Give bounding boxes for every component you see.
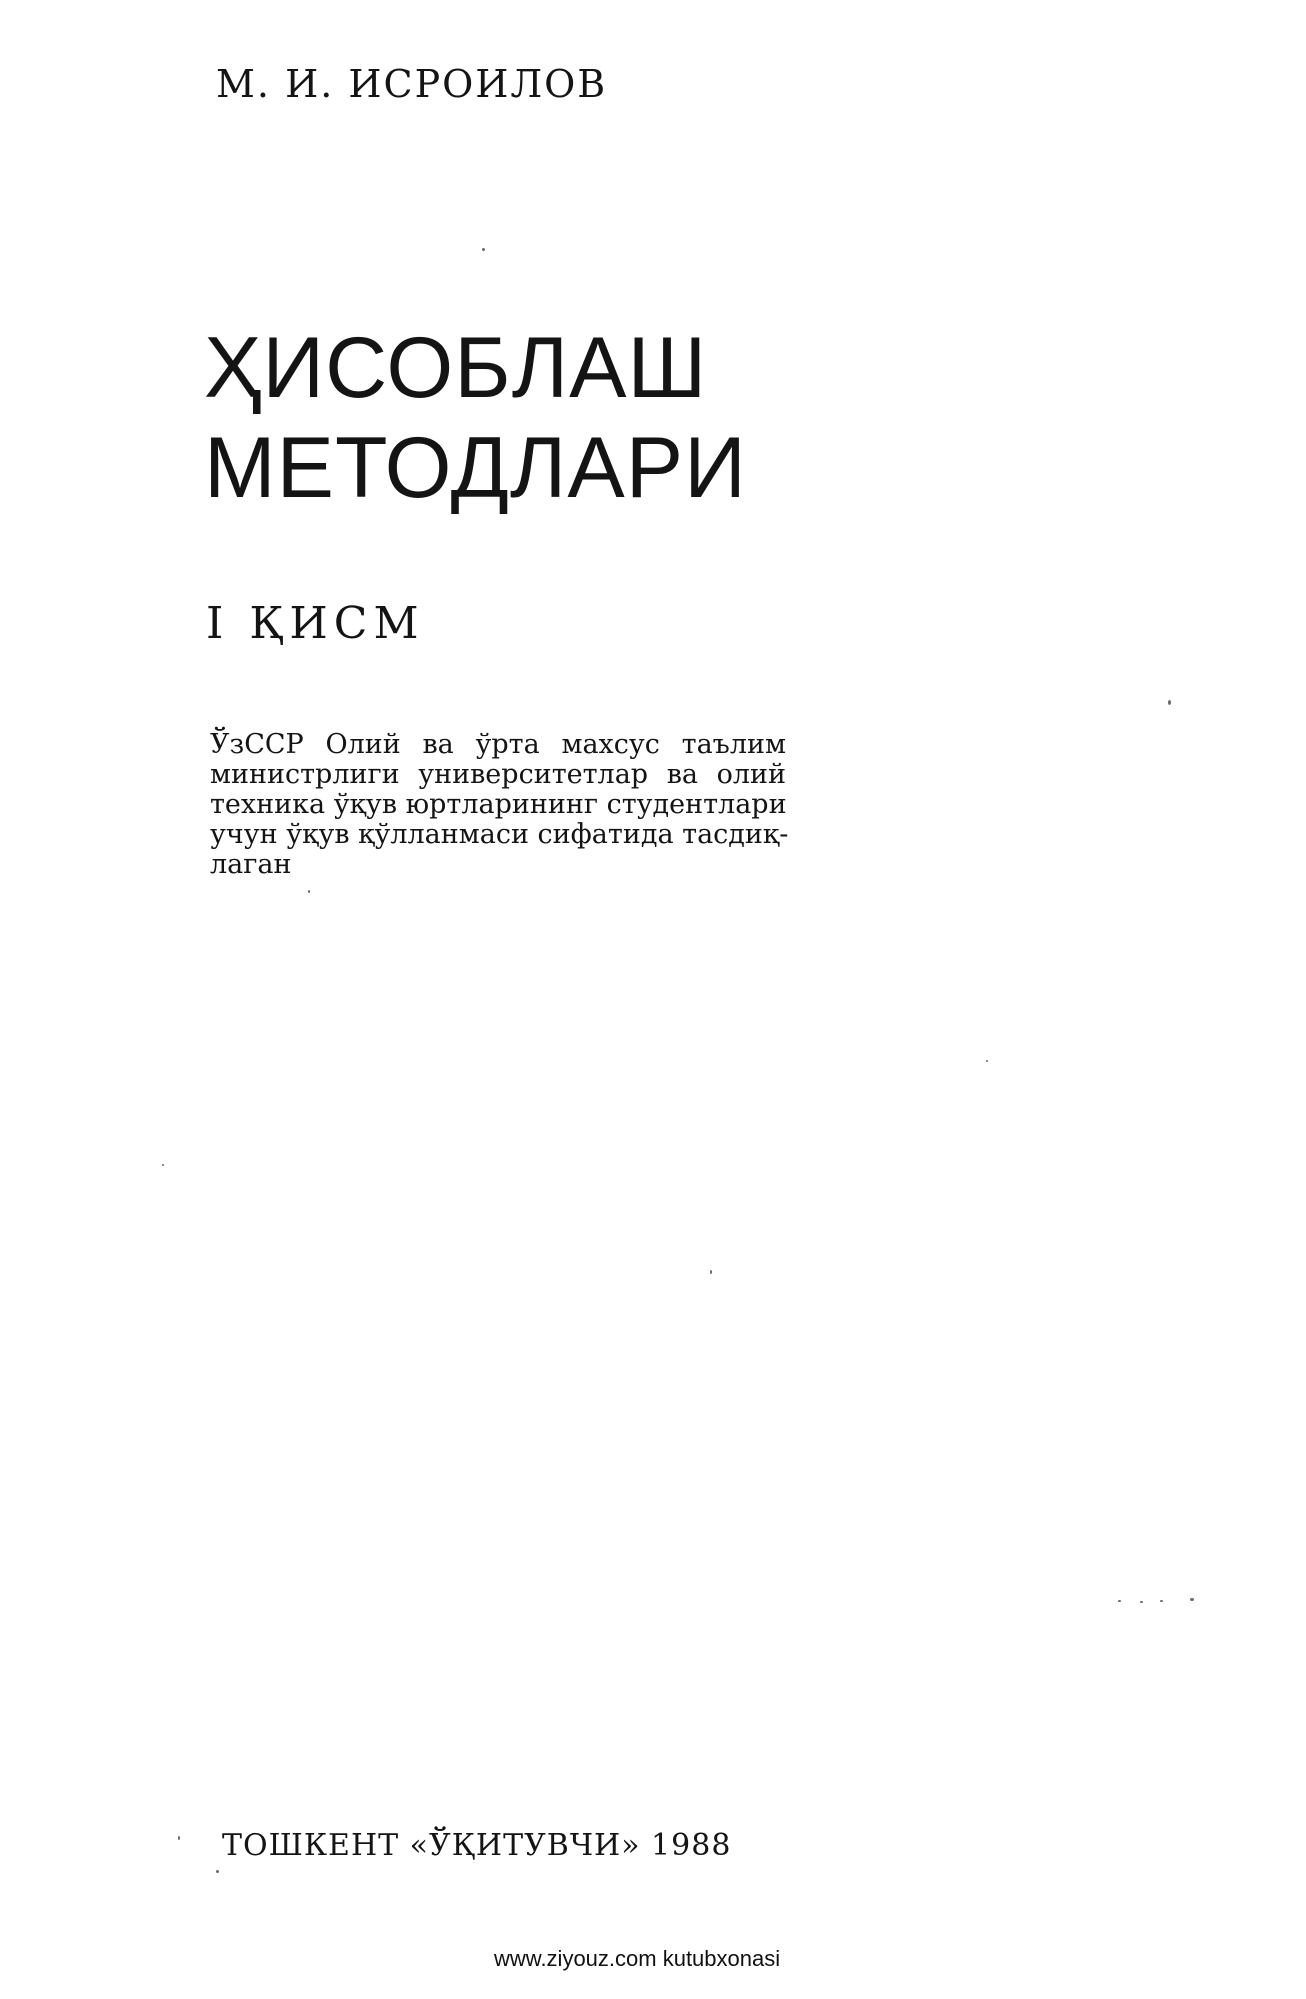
book-title-line-1: ҲИСОБЛАШ <box>204 320 708 416</box>
source-watermark: www.ziyouz.com kutubxonasi <box>494 1946 781 1971</box>
book-title-line-2: МЕТОДЛАРИ <box>204 420 747 516</box>
scan-speck <box>1140 1601 1143 1603</box>
approval-statement <box>210 729 789 880</box>
part-number: I ҚИСМ <box>206 598 425 649</box>
scan-speck <box>1160 1600 1163 1602</box>
publisher-imprint: ТОШКЕНТ «ЎҚИТУВЧИ» 1988 <box>222 1828 732 1863</box>
approval-line: техника ўқув юртларининг студентлари <box>210 789 787 820</box>
author-name: М. И. ИСРОИЛОВ <box>216 62 608 106</box>
scan-speck <box>162 1164 164 1166</box>
scan-speck <box>1190 1598 1194 1601</box>
approval-line: ЎзССР Олий ва ўрта махсус таълим <box>210 729 786 760</box>
scan-speck <box>1118 1600 1121 1602</box>
approval-line: учун ўқув қўлланмаси сифатида тасдиқ- <box>210 819 789 850</box>
book-title <box>204 318 747 518</box>
scan-speck <box>986 1060 988 1062</box>
scan-speck <box>710 1270 712 1274</box>
scan-speck <box>216 1870 219 1873</box>
scan-speck <box>482 248 485 251</box>
scan-speck <box>1168 700 1171 705</box>
approval-line: лаган <box>210 849 292 880</box>
approval-line: министрлиги университетлар ва олий <box>210 759 786 790</box>
scan-speck <box>308 890 310 893</box>
scan-speck <box>178 1836 180 1840</box>
